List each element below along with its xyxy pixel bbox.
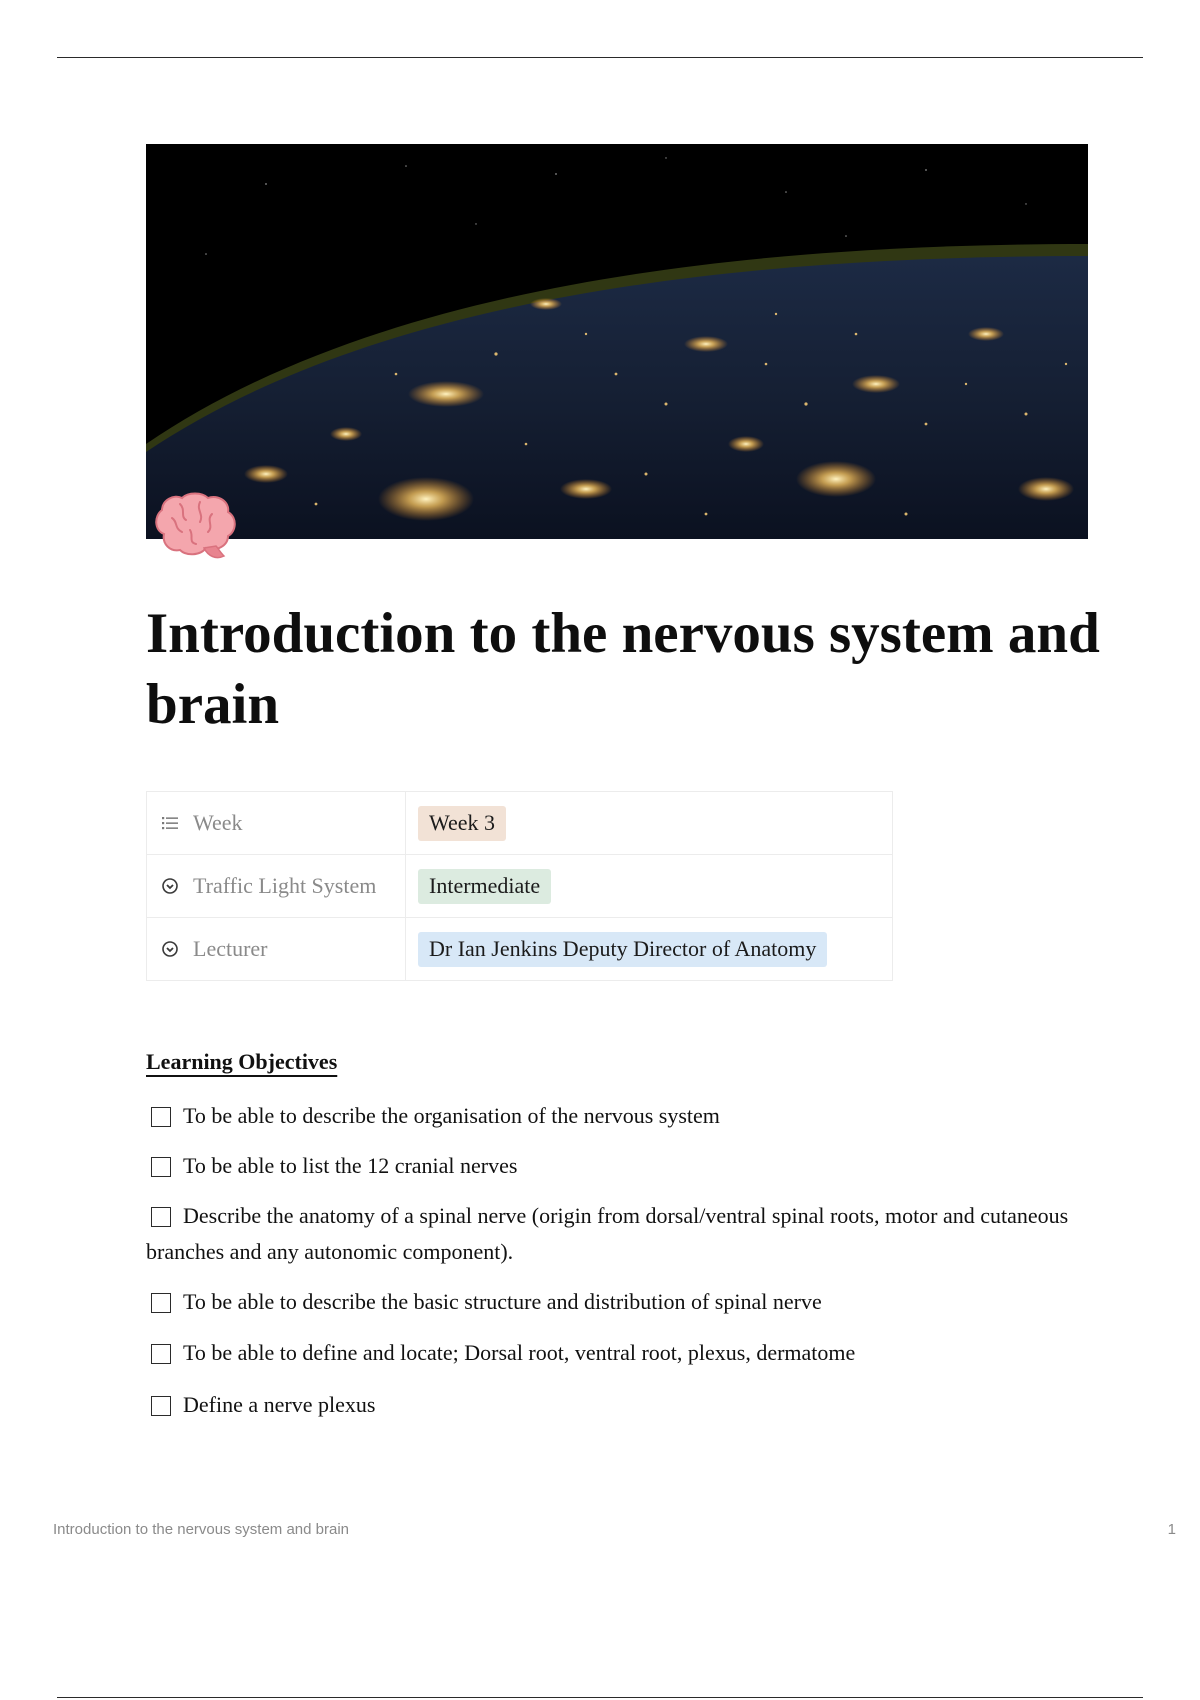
property-key-traffic-light: Traffic Light System xyxy=(193,873,377,898)
footer-page-number: 1 xyxy=(1167,1521,1176,1538)
checkbox[interactable] xyxy=(151,1107,171,1127)
todo-item xyxy=(146,1284,1086,1320)
todo-text: To be able to list the 12 cranial nerves xyxy=(183,1153,518,1178)
checkbox[interactable] xyxy=(151,1293,171,1313)
property-value-cell[interactable] xyxy=(406,918,893,981)
list-icon xyxy=(161,814,179,832)
todo-item xyxy=(146,1148,1086,1184)
property-value-cell[interactable] xyxy=(406,855,893,918)
checkbox[interactable] xyxy=(151,1344,171,1364)
checkbox[interactable] xyxy=(151,1207,171,1227)
todo-text: To be able to describe the basic structure and distribution of spinal nerve xyxy=(183,1289,822,1314)
learning-objectives-heading: Learning Objectives xyxy=(146,1049,338,1074)
property-value-cell[interactable] xyxy=(406,792,893,855)
todo-item xyxy=(146,1198,1086,1270)
checkbox[interactable] xyxy=(151,1396,171,1416)
week-tag: Week 3 xyxy=(418,806,506,841)
earth-at-night-image xyxy=(146,144,1088,539)
property-row-lecturer xyxy=(147,918,893,981)
todo-item xyxy=(146,1335,1086,1371)
properties-table xyxy=(146,791,893,981)
top-rule xyxy=(57,57,1143,58)
brain-emoji-graphic xyxy=(150,490,240,562)
property-key-cell[interactable] xyxy=(147,792,406,855)
todo-text: To be able to define and locate; Dorsal root, ventral root, plexus, dermatome xyxy=(183,1340,856,1365)
property-row-week xyxy=(147,792,893,855)
todo-text: Describe the anatomy of a spinal nerve (origin from dorsal/ventral spinal roots, motor and cutaneous branches and any autonomic component). xyxy=(146,1203,1069,1264)
property-key-cell[interactable] xyxy=(147,855,406,918)
footer-title: Introduction to the nervous system and brain xyxy=(53,1521,350,1538)
select-icon xyxy=(161,877,179,895)
page-title: Introduction to the nervous system and brain xyxy=(146,602,1100,736)
todo-text: Define a nerve plexus xyxy=(183,1392,376,1417)
todo-item xyxy=(146,1098,1086,1134)
cover-image xyxy=(146,144,1088,539)
lecturer-tag: Dr Ian Jenkins Deputy Director of Anatomy xyxy=(418,932,827,967)
property-key-lecturer: Lecturer xyxy=(193,936,268,961)
bottom-rule xyxy=(57,1697,1143,1698)
select-icon xyxy=(161,940,179,958)
property-key-week: Week xyxy=(193,810,243,835)
todo-item xyxy=(146,1387,1086,1423)
traffic-light-tag: Intermediate xyxy=(418,869,551,904)
todo-text: To be able to describe the organisation of the nervous system xyxy=(183,1103,720,1128)
property-key-cell[interactable] xyxy=(147,918,406,981)
brain-icon[interactable] xyxy=(150,490,240,562)
checkbox[interactable] xyxy=(151,1157,171,1177)
property-row-traffic-light xyxy=(147,855,893,918)
